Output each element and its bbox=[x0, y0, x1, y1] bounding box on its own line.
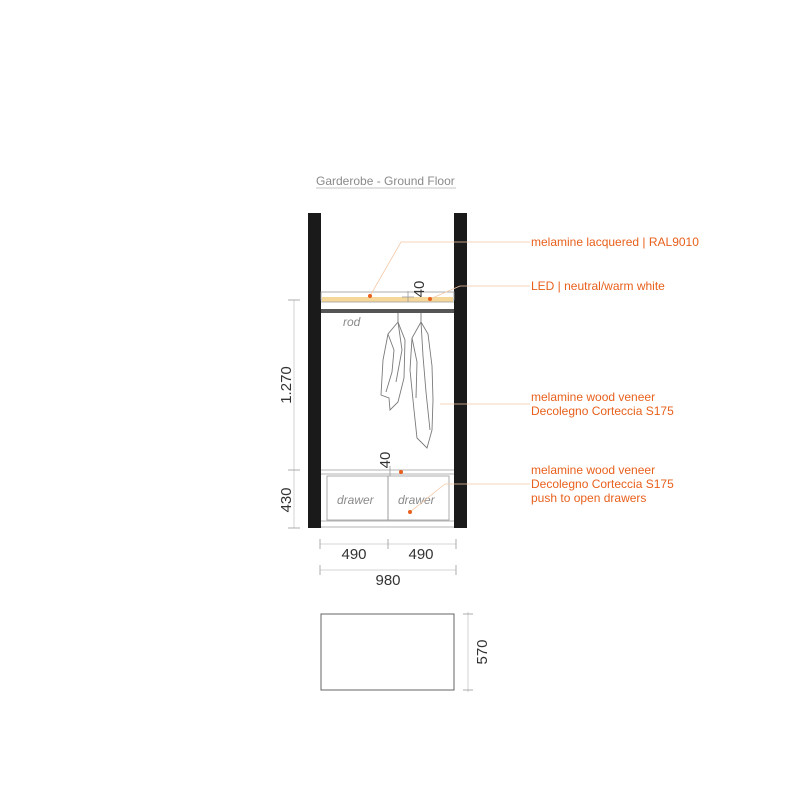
dim-drawer-height: 430 bbox=[278, 487, 295, 513]
plan-view bbox=[321, 614, 454, 690]
annotation-veneer-lower-2: Decolegno Corteccia S175 bbox=[531, 477, 674, 491]
dot-led bbox=[428, 297, 432, 301]
annotation-veneer-upper-1: melamine wood veneer bbox=[531, 390, 656, 404]
drawing-title: Garderobe - Ground Floor bbox=[316, 174, 455, 188]
drawer-left-label: drawer bbox=[337, 493, 374, 507]
dim-hanging-height: 1.270 bbox=[278, 366, 295, 404]
right-side-panel bbox=[454, 213, 467, 528]
annotation-led: LED | neutral/warm white bbox=[531, 279, 665, 293]
left-side-panel bbox=[308, 213, 321, 528]
annotation-veneer-lower-3: push to open drawers bbox=[531, 491, 647, 505]
annotation-veneer-lower-1: melamine wood veneer bbox=[531, 463, 656, 477]
dim-depth: 570 bbox=[474, 639, 491, 665]
leader-lacquered bbox=[370, 242, 530, 296]
hanging-clothes bbox=[381, 313, 433, 448]
annotation-veneer-upper-2: Decolegno Corteccia S175 bbox=[531, 404, 674, 418]
dim-total-width: 980 bbox=[375, 572, 401, 589]
rod-label: rod bbox=[343, 315, 361, 329]
hanging-rod bbox=[321, 309, 454, 313]
drawer-right-label: drawer bbox=[398, 493, 435, 507]
dim-base-thickness: 40 bbox=[377, 451, 394, 469]
leader-veneer-lower bbox=[410, 484, 530, 512]
dim-right-width: 490 bbox=[408, 546, 434, 563]
dim-shelf-thickness: 40 bbox=[411, 280, 428, 298]
dot-base bbox=[399, 470, 403, 474]
dot-lacquered bbox=[368, 294, 372, 298]
dot-drawer bbox=[408, 510, 412, 514]
dim-left-width: 490 bbox=[341, 546, 367, 563]
annotation-lacquered: melamine lacquered | RAL9010 bbox=[531, 235, 699, 249]
